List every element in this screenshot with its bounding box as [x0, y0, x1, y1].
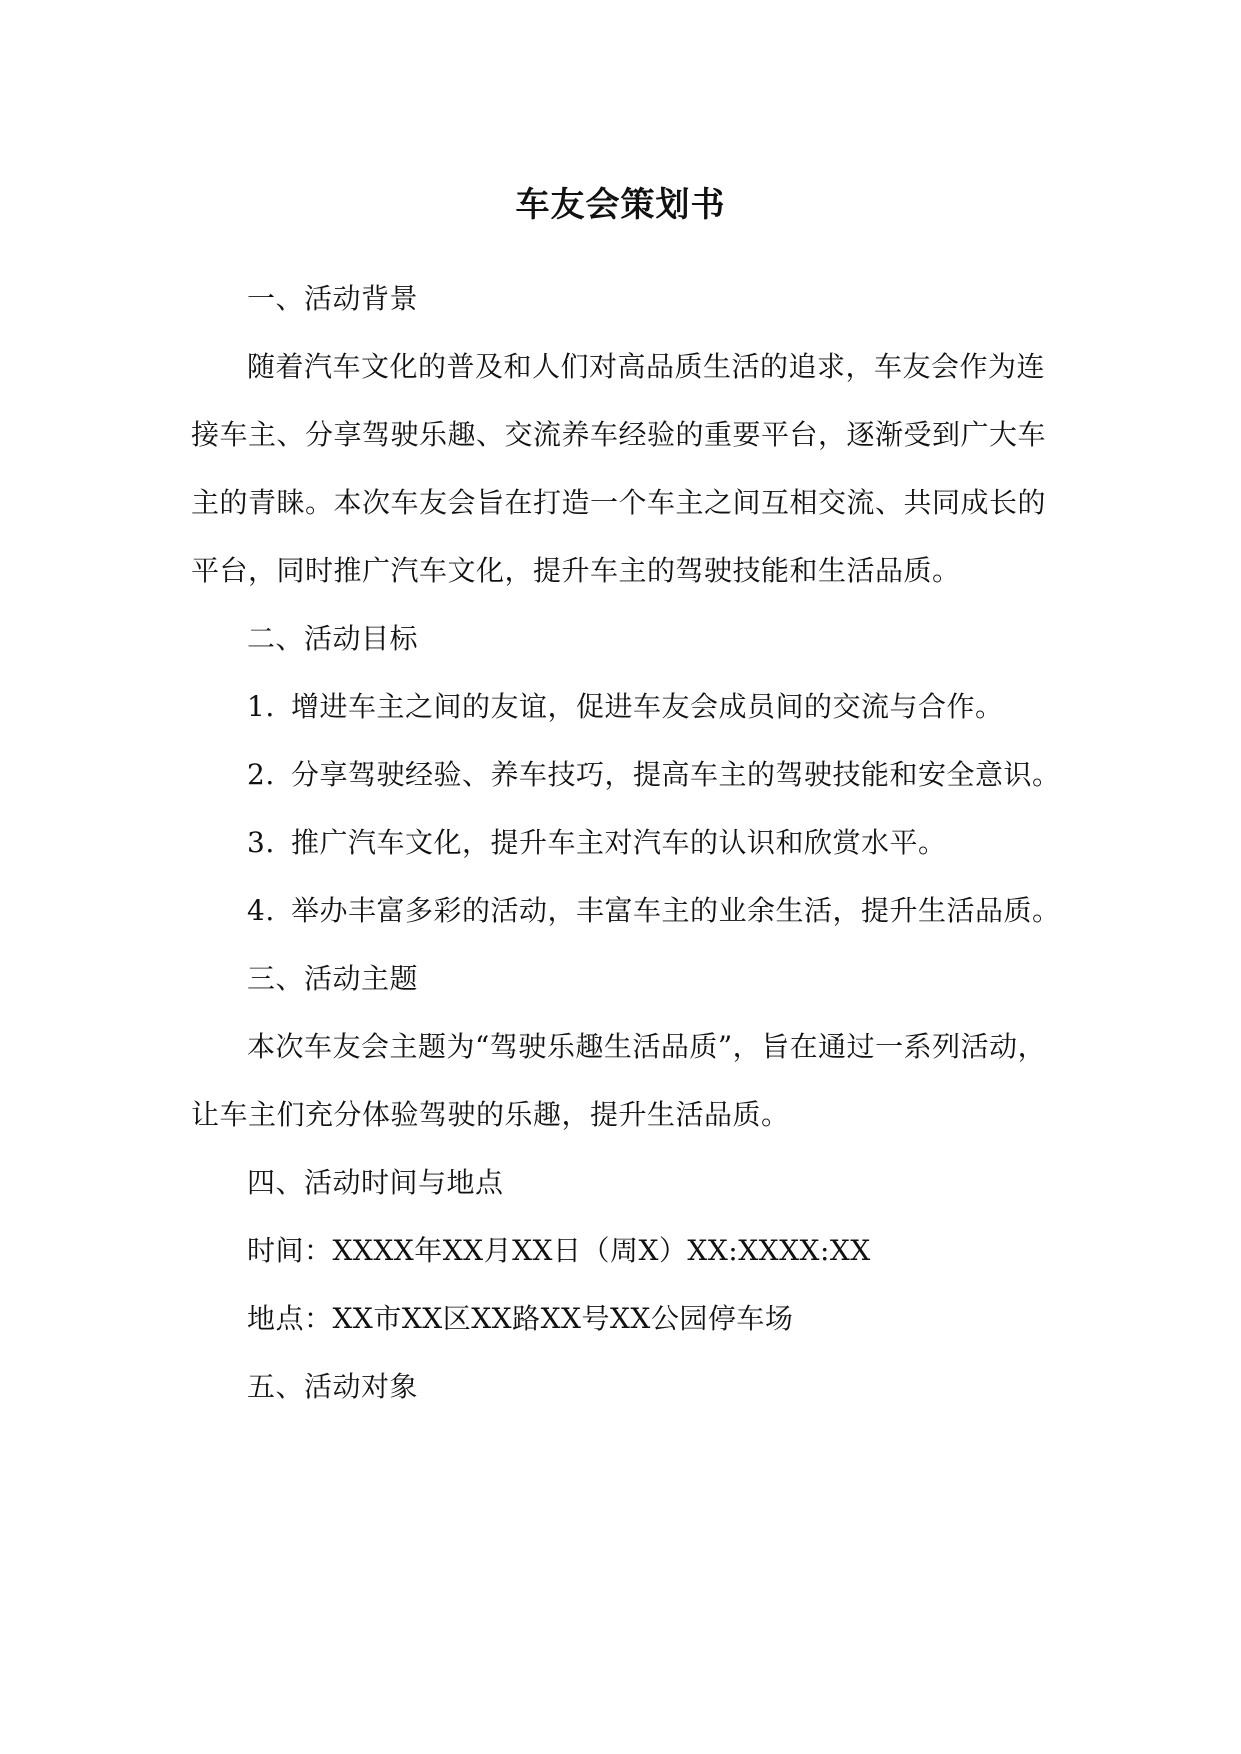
- goal-number: 3.: [247, 826, 275, 859]
- paragraph-line: 随着汽车文化的普及和人们对高品质生活的追求，车友会作为连: [247, 350, 1046, 383]
- goal-number: 4.: [247, 894, 275, 927]
- event-location: 地点：XX市XX区XX路XX号XX公园停车场: [247, 1302, 794, 1335]
- paragraph-line: 让车主们充分体验驾驶的乐趣，提升生活品质。: [191, 1098, 790, 1131]
- section-heading-audience: 五、活动对象: [247, 1370, 419, 1403]
- paragraph-line: 主的青睐。本次车友会旨在打造一个车主之间互相交流、共同成长的: [191, 486, 1047, 519]
- goal-item: [247, 755, 1061, 795]
- goal-text: 推广汽车文化，提升车主对汽车的认识和欣赏水平。: [291, 826, 947, 859]
- document-title: 车友会策划书: [515, 185, 726, 225]
- paragraph-line: 平台，同时推广汽车文化，提升车主的驾驶技能和生活品质。: [191, 554, 961, 587]
- goal-number: 2.: [247, 758, 275, 791]
- goal-item: [247, 891, 1061, 931]
- goal-number: 1.: [247, 690, 275, 723]
- section-heading-theme: 三、活动主题: [247, 962, 419, 995]
- section-heading-background: 一、活动背景: [247, 282, 419, 315]
- section-heading-goals: 二、活动目标: [247, 622, 419, 655]
- goal-item: [247, 823, 1051, 863]
- section-heading-time-place: 四、活动时间与地点: [247, 1166, 504, 1199]
- goal-item: [247, 687, 1051, 727]
- goal-text: 举办丰富多彩的活动，丰富车主的业余生活，提升生活品质。: [291, 894, 1061, 927]
- goal-text: 增进车主之间的友谊，促进车友会成员间的交流与合作。: [291, 690, 1004, 723]
- event-time: 时间：XXXX年XX月XX日（周X）XX:XXXX:XX: [247, 1234, 871, 1267]
- goal-text: 分享驾驶经验、养车技巧，提高车主的驾驶技能和安全意识。: [291, 758, 1061, 791]
- paragraph-line: 接车主、分享驾驶乐趣、交流养车经验的重要平台，逐渐受到广大车: [191, 418, 1047, 451]
- paragraph-line: 本次车友会主题为“驾驶乐趣生活品质”，旨在通过一系列活动，: [247, 1030, 1047, 1063]
